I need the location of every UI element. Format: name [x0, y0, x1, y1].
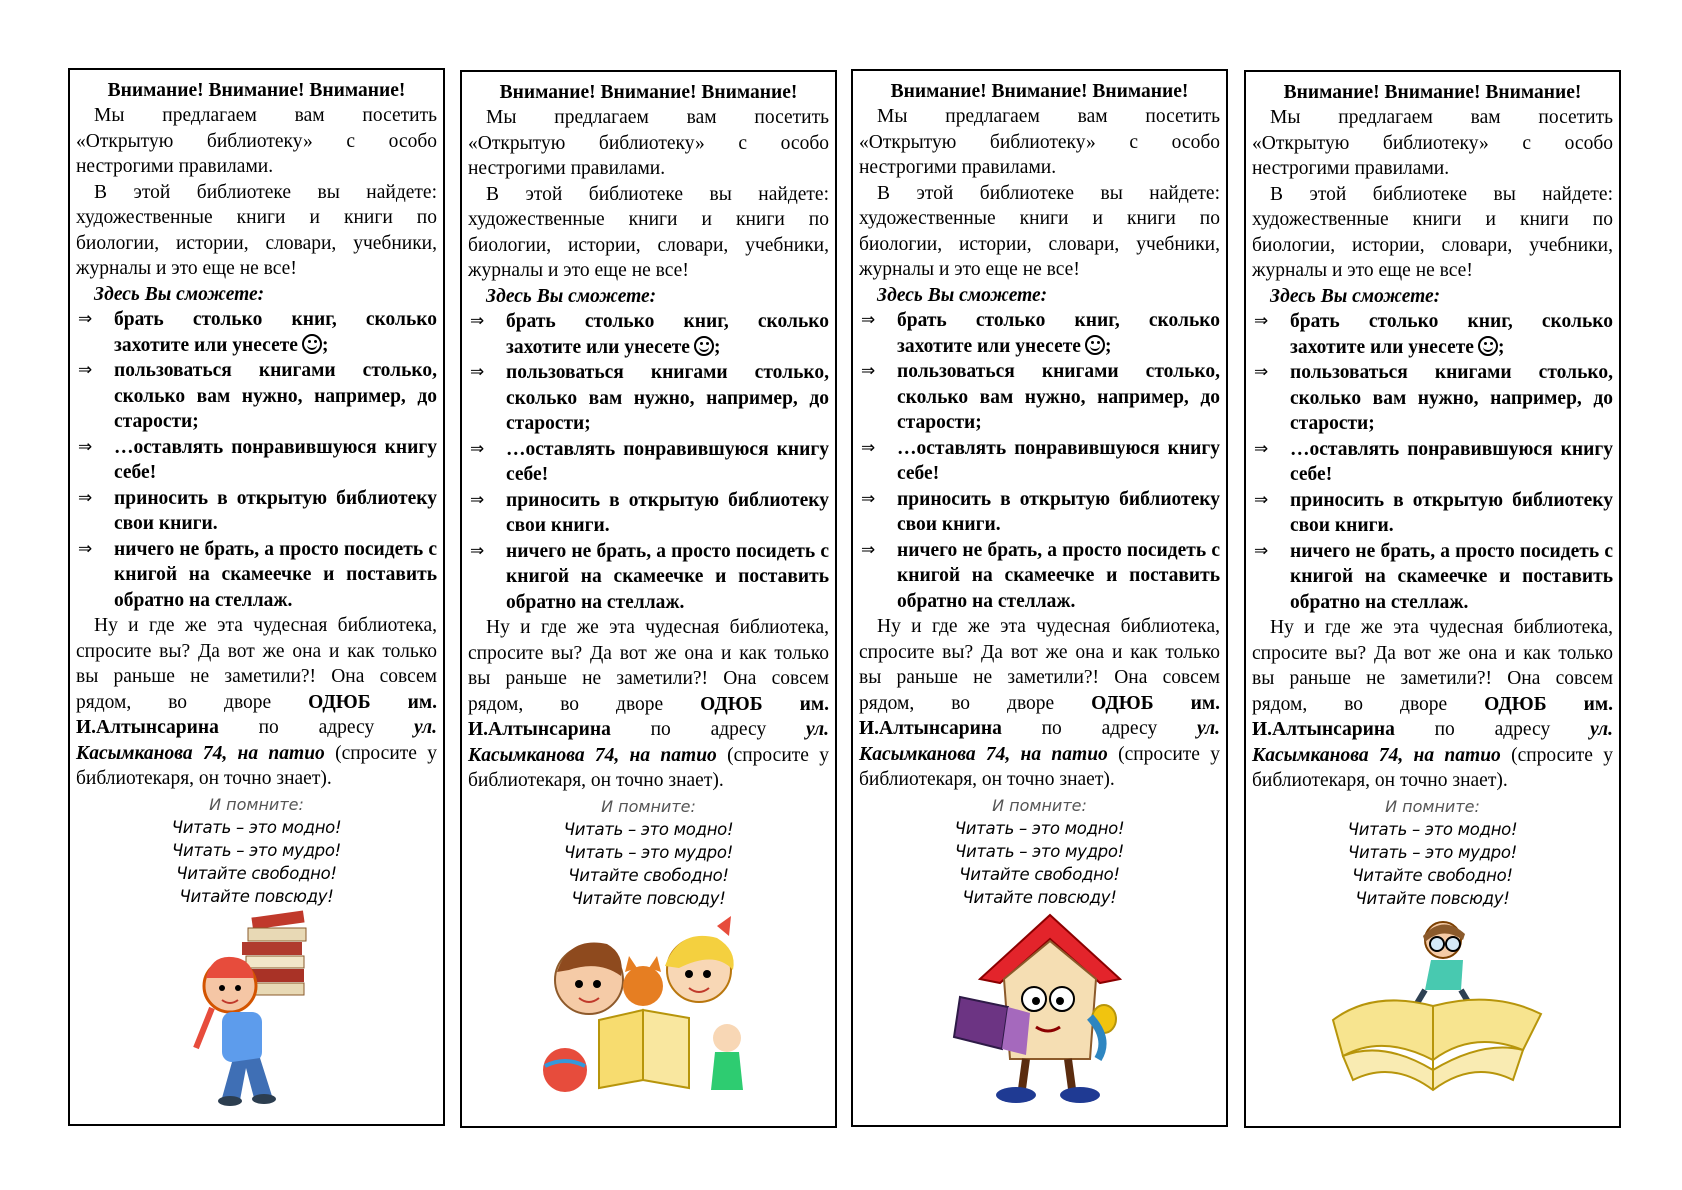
card-content [76, 78, 437, 908]
list-item: ⇒ …оставлять понравившуюся книгу себе! [1254, 438, 1613, 485]
list-item: ⇒ …оставлять понравившуюся книгу себе! [470, 438, 829, 485]
arrow-right-icon: ⇒ [1254, 311, 1269, 331]
location-text: Ну и где же эта чудесная библиотека, спросите вы? Да вот же она и как только вы раньше не заметили?! Она совсем рядом, во дворе ОДЮБ им. И.Алтынсарина по адресу ул. Касымканова 74, на патио (спросите у библиотекаря, он точно знает). [468, 617, 829, 791]
motto-line: Читайте свободно! [176, 863, 337, 883]
list-item: ⇒ …оставлять понравившуюся книгу себе! [78, 436, 437, 483]
motto-line: Читать – это модно! [563, 819, 734, 839]
boy-on-flying-book-illustration [1246, 910, 1619, 1120]
arrow-right-icon: ⇒ [1254, 438, 1269, 459]
arrow-right-icon: ⇒ [470, 362, 485, 382]
motto-line: Читайте повсюду! [962, 887, 1117, 907]
find-text: В этой библиотеке вы найдете: художественные книги и книги по биологии, истории, словари, учебники, журналы и это еще не все! [859, 182, 1220, 280]
list-item: ⇒ брать столько книг, сколько захотите или унесете ; [1254, 311, 1613, 358]
children-reading-illustration [462, 910, 835, 1120]
motto-line: Читайте свободно! [959, 864, 1120, 884]
arrow-right-icon: ⇒ [78, 360, 93, 380]
motto-line: Читать – это модно! [954, 818, 1125, 838]
list-item: ⇒ ничего не брать, а просто посидеть с книгой на скамеечке и поставить обратно на стеллаж. [78, 538, 437, 611]
list-item: ⇒ приносить в открытую библиотеку свои книги. [78, 487, 437, 534]
arrow-right-icon: ⇒ [470, 540, 485, 561]
card-content [859, 79, 1220, 909]
arrow-right-icon: ⇒ [78, 436, 93, 457]
list-item: ⇒ пользоваться книгами столько, сколько вам нужно, например, до старости; [78, 360, 437, 432]
motto-line: Читайте повсюду! [571, 888, 726, 908]
arrow-right-icon: ⇒ [861, 437, 876, 458]
list-item: ⇒ брать столько книг, сколько захотите или унесете ; [861, 310, 1220, 357]
leaflet-card [851, 69, 1228, 1127]
motto-line: Читайте повсюду! [179, 886, 334, 906]
feature-list [76, 307, 437, 613]
smiley-icon [694, 336, 714, 356]
house-reading-book-illustration [853, 909, 1226, 1119]
arrow-right-icon: ⇒ [1254, 362, 1269, 382]
remember-label: И помните: [992, 795, 1087, 815]
arrow-right-icon: ⇒ [861, 310, 876, 330]
can-heading: Здесь Вы сможете: [877, 284, 1048, 306]
arrow-right-icon: ⇒ [470, 489, 485, 510]
leaflet-card [460, 70, 837, 1128]
arrow-right-icon: ⇒ [78, 309, 93, 329]
list-item: ⇒ …оставлять понравившуюся книгу себе! [861, 437, 1220, 484]
feature-list [1252, 309, 1613, 615]
arrow-right-icon: ⇒ [1254, 540, 1269, 561]
list-item: ⇒ пользоваться книгами столько, сколько вам нужно, например, до старости; [1254, 362, 1613, 434]
location-text: Ну и где же эта чудесная библиотека, спросите вы? Да вот же она и как только вы раньше не заметили?! Она совсем рядом, во дворе ОДЮБ им. И.Алтынсарина по адресу ул. Касымканова 74, на патио (спросите у библиотекаря, он точно знает). [76, 615, 437, 789]
motto-line: Читать – это мудро! [955, 841, 1124, 861]
list-item: ⇒ пользоваться книгами столько, сколько вам нужно, например, до старости; [861, 361, 1220, 433]
list-item: ⇒ приносить в открытую библиотеку свои книги. [470, 489, 829, 536]
can-heading: Здесь Вы сможете: [1270, 285, 1441, 307]
list-item: ⇒ пользоваться книгами столько, сколько вам нужно, например, до старости; [470, 362, 829, 434]
card-content [468, 80, 829, 910]
leaflet-card [68, 68, 445, 1126]
arrow-right-icon: ⇒ [861, 539, 876, 560]
motto-line: Читайте свободно! [568, 865, 729, 885]
arrow-right-icon: ⇒ [861, 488, 876, 509]
arrow-right-icon: ⇒ [470, 438, 485, 459]
girl-with-books-illustration [70, 908, 443, 1118]
arrow-right-icon: ⇒ [78, 538, 93, 559]
list-item: ⇒ ничего не брать, а просто посидеть с книгой на скамеечке и поставить обратно на стеллаж. [1254, 540, 1613, 613]
intro-text: Мы предлагаем вам посетить «Открытую библиотеку» с особо нестрогими правилами. [1252, 107, 1613, 179]
list-item: ⇒ приносить в открытую библиотеку свои книги. [1254, 489, 1613, 536]
find-text: В этой библиотеке вы найдете: художественные книги и книги по биологии, истории, словари, учебники, журналы и это еще не все! [76, 181, 437, 279]
headline: Внимание! Внимание! Внимание! [499, 82, 798, 103]
intro-text: Мы предлагаем вам посетить «Открытую библиотеку» с особо нестрогими правилами. [468, 107, 829, 179]
arrow-right-icon: ⇒ [1254, 489, 1269, 510]
arrow-right-icon: ⇒ [470, 311, 485, 331]
smiley-icon [302, 334, 322, 354]
motto-line: Читайте свободно! [1352, 865, 1513, 885]
intro-text: Мы предлагаем вам посетить «Открытую библиотеку» с особо нестрогими правилами. [76, 105, 437, 177]
motto-line: Читать – это мудро! [172, 840, 341, 860]
can-heading: Здесь Вы сможете: [486, 285, 657, 307]
motto-line: Читать – это модно! [1347, 819, 1518, 839]
motto-line: Читать – это мудро! [1348, 842, 1517, 862]
feature-list [859, 308, 1220, 614]
card-content [1252, 80, 1613, 910]
remember-label: И помните: [209, 794, 304, 814]
headline: Внимание! Внимание! Внимание! [107, 80, 406, 101]
list-item: ⇒ брать столько книг, сколько захотите или унесете ; [78, 309, 437, 356]
list-item: ⇒ приносить в открытую библиотеку свои книги. [861, 488, 1220, 535]
arrow-right-icon: ⇒ [861, 361, 876, 381]
location-text: Ну и где же эта чудесная библиотека, спросите вы? Да вот же она и как только вы раньше не заметили?! Она совсем рядом, во дворе ОДЮБ им. И.Алтынсарина по адресу ул. Касымканова 74, на патио (спросите у библиотекаря, он точно знает). [1252, 617, 1613, 791]
headline: Внимание! Внимание! Внимание! [1283, 82, 1582, 103]
remember-label: И помните: [1385, 796, 1480, 816]
smiley-icon [1478, 336, 1498, 356]
headline: Внимание! Внимание! Внимание! [890, 81, 1189, 102]
arrow-right-icon: ⇒ [78, 487, 93, 508]
location-text: Ну и где же эта чудесная библиотека, спросите вы? Да вот же она и как только вы раньше не заметили?! Она совсем рядом, во дворе ОДЮБ им. И.Алтынсарина по адресу ул. Касымканова 74, на патио (спросите у библиотекаря, он точно знает). [859, 616, 1220, 790]
motto-line: Читать – это мудро! [564, 842, 733, 862]
remember-label: И помните: [601, 796, 696, 816]
can-heading: Здесь Вы сможете: [94, 283, 265, 305]
motto-line: Читать – это модно! [171, 817, 342, 837]
find-text: В этой библиотеке вы найдете: художественные книги и книги по биологии, истории, словари, учебники, журналы и это еще не все! [468, 183, 829, 281]
leaflet-card [1244, 70, 1621, 1128]
find-text: В этой библиотеке вы найдете: художественные книги и книги по биологии, истории, словари, учебники, журналы и это еще не все! [1252, 183, 1613, 281]
feature-list [468, 309, 829, 615]
motto-line: Читайте повсюду! [1355, 888, 1510, 908]
list-item: ⇒ ничего не брать, а просто посидеть с книгой на скамеечке и поставить обратно на стеллаж. [470, 540, 829, 613]
intro-text: Мы предлагаем вам посетить «Открытую библиотеку» с особо нестрогими правилами. [859, 106, 1220, 178]
smiley-icon [1085, 335, 1105, 355]
list-item: ⇒ брать столько книг, сколько захотите или унесете ; [470, 311, 829, 358]
list-item: ⇒ ничего не брать, а просто посидеть с книгой на скамеечке и поставить обратно на стеллаж. [861, 539, 1220, 612]
